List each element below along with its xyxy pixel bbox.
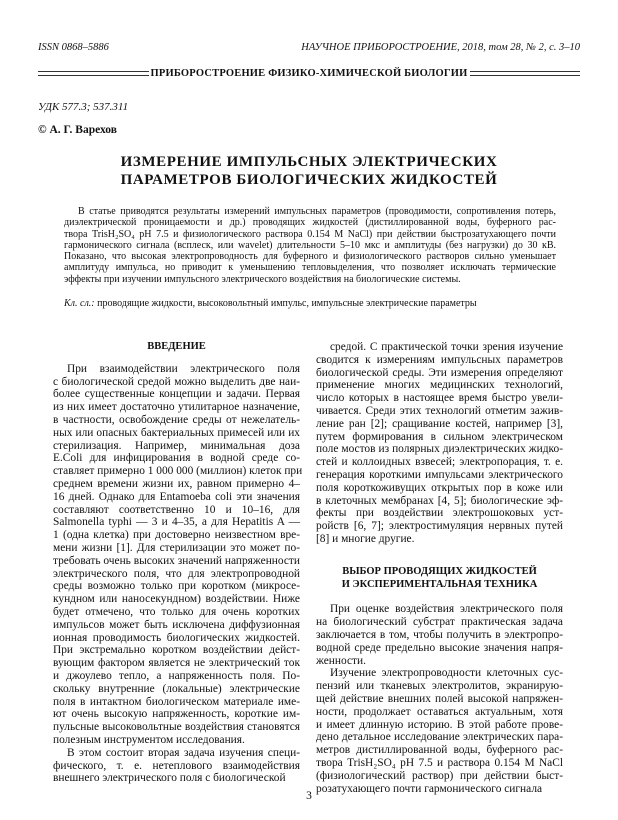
text-line: метров дистиллированной воды, буферного рас- bbox=[316, 744, 563, 757]
text-line: на биологический субстрат практическая задача bbox=[316, 616, 563, 629]
keywords-label: Кл. сл.: bbox=[64, 298, 95, 309]
text-line: ставляет примерно 1 000 000 (миллион) клеток при bbox=[53, 465, 303, 478]
text-line: В этом состоит вторая задача изучения специ- bbox=[67, 746, 300, 759]
text-line: кундном или наносекундном) воздействии. Ниже bbox=[53, 593, 300, 606]
section-title: ПРИБОРОСТРОЕНИЕ ФИЗИКО-ХИМИЧЕСКОЙ БИОЛОГИИ bbox=[150, 68, 468, 79]
text-line: поля короткоживущих открытых пор в коже или bbox=[316, 481, 563, 494]
text-line: число которых в настоящее время быстро увели- bbox=[316, 392, 563, 405]
text-line: средой. С практической точки зрения изучение bbox=[330, 341, 563, 353]
text-line: в клеточных мембранах [4, 5]; биологические эф- bbox=[316, 494, 563, 507]
text-line: среды возможно только при коротком (микросе- bbox=[53, 580, 300, 593]
abstract-line: Показано, что высокая электропроводность для буферного и физиологического растворов сильно уменьшает bbox=[64, 251, 556, 263]
text-line: [8] и многие другие. bbox=[316, 532, 415, 545]
spacer bbox=[316, 546, 563, 566]
text-line: в частности, освобождение среды от нежелатель- bbox=[53, 413, 300, 426]
abstract-line: диэлектрической проницаемости и др.) проводящих жидкостей (дистиллированной воды, буферного рас- bbox=[64, 217, 556, 229]
section-banner bbox=[38, 68, 580, 79]
title-line: ИЗМЕРЕНИЕ ИМПУЛЬСНЫХ ЭЛЕКТРИЧЕСКИХ bbox=[120, 154, 498, 170]
text-line: пензий или тканевых электролитов, экранирую- bbox=[316, 680, 563, 693]
text-line: ности, продолжает оставаться актуальным, хотя bbox=[316, 705, 563, 718]
text-line: водной среде предельно высокие значения напря- bbox=[316, 641, 563, 654]
abstract-line: эффекты при изучении импульсного электрического воздействия на биологические системы. bbox=[64, 273, 461, 285]
text-line: ионная проводимость биологических жидкостей. bbox=[53, 631, 300, 644]
text-line: с биологической средой можно выделить две наи- bbox=[53, 375, 300, 388]
text-line: дено детальное исследование электрических пара- bbox=[316, 731, 563, 744]
issn: ISSN 0868–5886 bbox=[38, 42, 109, 53]
journal-citation: НАУЧНОЕ ПРИБОРОСТРОЕНИЕ, 2018, том 28, № 2, с. 3–10 bbox=[301, 42, 580, 53]
text-line: заключается в том, чтобы получить в электропро- bbox=[316, 628, 563, 641]
abstract bbox=[64, 206, 556, 285]
text-line: При экстремально коротком воздействии дейст- bbox=[53, 644, 300, 657]
text-line: ройств [6, 7]; электростимуляция нервных путей bbox=[316, 520, 563, 533]
title-line: ПАРАМЕТРОВ БИОЛОГИЧЕСКИХ ЖИДКОСТЕЙ bbox=[120, 172, 498, 188]
text-line: Изучение электропроводности клеточных сус- bbox=[330, 667, 563, 680]
text-line: среднем времени жизни их, равном примерно 4– bbox=[53, 477, 300, 490]
right-column bbox=[316, 341, 563, 795]
page-number: 3 bbox=[306, 790, 312, 802]
text-line: электрического поля, что для электропроводной bbox=[53, 567, 300, 580]
text-line: розатухающего почти гармонического сигнала bbox=[316, 782, 543, 795]
text-line: биологической среды. Эти измерения определяют bbox=[316, 366, 563, 379]
text-line: мени жизни [1]. Для стерилизации это может по- bbox=[53, 541, 300, 554]
text-line: твора TrisH₂SO₄ pH 7.5 и раствора 0.154 M NaCl bbox=[316, 756, 563, 769]
udk: УДК 577.3; 537.311 bbox=[38, 101, 129, 113]
text-line: 16 дней. Однако для Entamoeba coli эти значения bbox=[53, 490, 300, 503]
abstract-line: амплитуду импульса, но приводит к уменьшению тепловыделения, что позволяет исключать термические bbox=[64, 262, 556, 274]
text-line: и имеет длинную историю. В этой работе прове- bbox=[316, 718, 563, 731]
text-line: При оценке воздействия электрического поля bbox=[330, 603, 563, 616]
text-line: из них имеет достаточно утилитарное назначение, bbox=[53, 401, 300, 414]
divider bbox=[38, 71, 149, 76]
text-line: ют очень высокую напряженность, короткие им- bbox=[53, 708, 300, 721]
text-line: требовать очень высоких значений напряженности bbox=[53, 554, 300, 567]
spacer bbox=[53, 354, 300, 363]
article-title bbox=[0, 153, 618, 189]
author: © А. Г. Варехов bbox=[38, 124, 117, 136]
text-line: генерация короткими импульсами электрического bbox=[316, 468, 563, 481]
text-line: 1 (одна клетка) при достоверно неизвестном вре- bbox=[53, 529, 300, 542]
text-line: применение многих медицинских технологий, bbox=[316, 379, 563, 392]
text-line: поля в интактном биологическом материале име- bbox=[53, 695, 300, 708]
text-line: E.Coli для инфицирования в водной среде со- bbox=[53, 452, 300, 465]
text-line: При взаимодействии электрического поля bbox=[67, 362, 300, 375]
spacer bbox=[316, 591, 563, 603]
keywords bbox=[64, 298, 477, 309]
text-line: ление ран [2]; сращивание костей, например [3], bbox=[316, 417, 563, 430]
text-line: пульсные высоковольтные воздействия становятся bbox=[53, 721, 300, 734]
text-line: и джоулево тепло, а напряженность поля. По- bbox=[53, 669, 300, 682]
text-line: фического, т. е. нетеплового взаимодействия bbox=[53, 759, 300, 772]
text-line: фекты при воздействии электрошоковых уст- bbox=[316, 507, 563, 520]
abstract-line: В статье приводятся результаты измерений импульсных параметров (проводимости, сопротивления потерь, bbox=[78, 206, 556, 217]
text-line: будет отмечено, что только для очень коротких bbox=[53, 605, 300, 618]
section-heading: ВВЕДЕНИЕ bbox=[147, 341, 206, 352]
text-line: импульсов может быть исключена диффузионная bbox=[53, 618, 300, 631]
text-line: Salmonella typhi — 3 и 4–35, а для Hepatitis A — bbox=[53, 516, 300, 529]
text-line: стей и коллоидных взвесей; электропорация, т. е. bbox=[316, 456, 563, 469]
text-line: скольку внутренние (локальные) электрические bbox=[53, 682, 300, 695]
text-line: стерилизация. Например, минимальная доза bbox=[53, 439, 300, 452]
text-line: сводится к измерениям импульсных параметров bbox=[316, 353, 563, 366]
text-line: женности. bbox=[316, 654, 366, 667]
text-line: поле мостов из полярных диэлектрических жидко- bbox=[316, 443, 563, 456]
text-line: составляют соответственно 10 и 10–16, для bbox=[53, 503, 300, 516]
left-column bbox=[53, 341, 303, 791]
abstract-line: твора TrisH₂SO₄ pH 7.5 и физиологического раствора 0.154 M NaCl) при действии быстрозатухающего почти bbox=[64, 228, 556, 240]
text-line: более существенные концепции и задачи. Первая bbox=[53, 388, 300, 401]
text-line: щей действие внешних полей высокой напряжен- bbox=[316, 692, 563, 705]
text-line: ных или опасных бактериальных примесей или их bbox=[53, 426, 300, 439]
section-heading: И ЭКСПЕРИМЕНТАЛЬНАЯ ТЕХНИКА bbox=[341, 578, 538, 590]
divider bbox=[470, 71, 581, 76]
text-line: (физиологический раствор) при действии быст- bbox=[316, 769, 563, 782]
section-heading: ВЫБОР ПРОВОДЯЩИХ ЖИДКОСТЕЙ bbox=[342, 565, 537, 577]
text-line: полезным инструментом исследования. bbox=[53, 733, 245, 746]
keywords-text: проводящие жидкости, высоковольтный импульс, импульсные электрические параметры bbox=[94, 298, 477, 309]
abstract-line: гармонического сигнала (всплеск, или wavelet) длительности 5–10 мкс и амплитуды (без нагрузки) до 30 кВ. bbox=[64, 239, 556, 251]
text-line: внешнего электрического поля с биологической bbox=[53, 772, 286, 785]
text-line: путем формирования в сильном электрическом bbox=[316, 430, 563, 443]
text-line: чивается. Среди этих технологий отметим зажив- bbox=[316, 404, 563, 417]
text-line: вующим фактором является не электрический ток bbox=[53, 657, 300, 670]
